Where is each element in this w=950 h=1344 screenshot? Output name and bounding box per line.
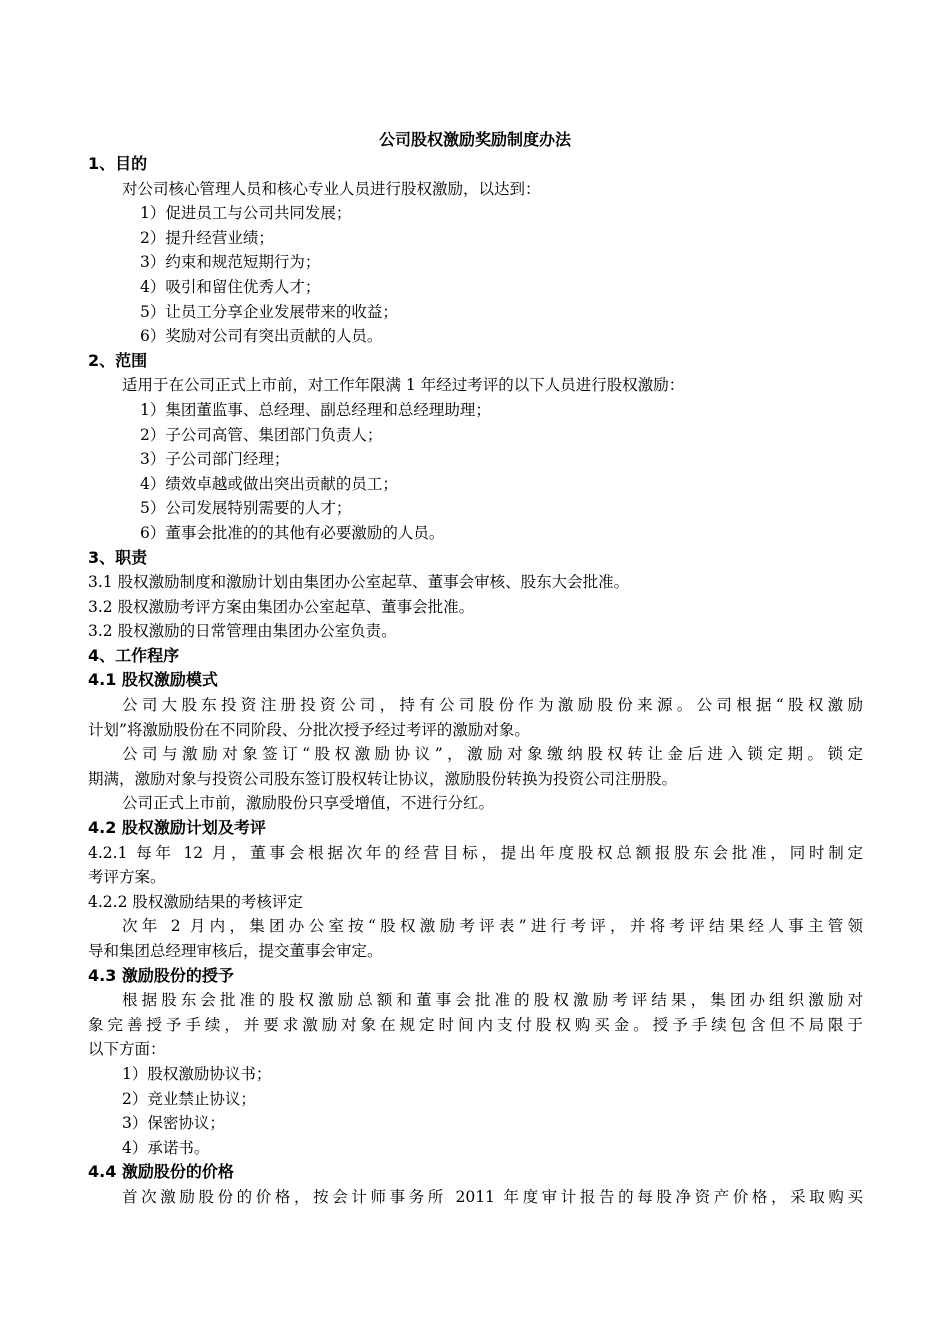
subsection-4-3-heading: 4.3 激励股份的授予 bbox=[88, 965, 234, 985]
list-item: 3.2 股权激励考评方案由集团办公室起草、董事会批准。 bbox=[88, 597, 475, 616]
paragraph-line: 公司大股东投资注册投资公司，持有公司股份作为激励股份来源。公司根据“股权激励 bbox=[122, 696, 863, 715]
paragraph-line: 根据股东会批准的股权激励总额和董事会批准的股权激励考评结果，集团办组织激励对 bbox=[122, 991, 863, 1010]
section-1-intro: 对公司核心管理人员和核心专业人员进行股权激励，以达到： bbox=[122, 179, 541, 198]
subsection-4-1-heading: 4.1 股权激励模式 bbox=[88, 670, 218, 690]
section-2-intro: 适用于在公司正式上市前，对工作年限满 1 年经过考评的以下人员进行股权激励： bbox=[122, 376, 685, 395]
paragraph-line: 期满，激励对象与投资公司股东签订股权转让协议，激励股份转换为投资公司注册股。 bbox=[88, 769, 678, 788]
list-item: 1）集团董监事、总经理、副总经理和总经理助理； bbox=[140, 400, 491, 419]
paragraph-line: 次年 2 月内，集团办公室按“股权激励考评表”进行考评，并将考评结果经人事主管领 bbox=[122, 917, 863, 936]
list-item: 2）竞业禁止协议； bbox=[122, 1089, 256, 1108]
list-item: 5）公司发展特别需要的人才； bbox=[140, 499, 352, 518]
list-item: 2）子公司高管、集团部门负责人； bbox=[140, 425, 383, 444]
list-item: 3）约束和规范短期行为； bbox=[140, 253, 321, 272]
paragraph-line: 4.2.2 股权激励结果的考核评定 bbox=[88, 892, 303, 911]
list-item: 4）吸引和留住优秀人才； bbox=[140, 277, 321, 296]
list-item: 5）让员工分享企业发展带来的收益； bbox=[140, 302, 398, 321]
subsection-4-4-heading: 4.4 激励股份的价格 bbox=[88, 1162, 234, 1182]
list-item: 3）子公司部门经理； bbox=[140, 450, 290, 469]
paragraph-line: 以下方面： bbox=[88, 1040, 166, 1059]
document-title: 公司股权激励奖励制度办法 bbox=[378, 130, 571, 149]
section-2-heading: 2、范围 bbox=[88, 350, 148, 370]
paragraph-line: 4.2.1 每年 12 月，董事会根据次年的经营目标，提出年度股权总额报股东会批准，同时制定 bbox=[88, 843, 863, 862]
paragraph-line: 首次激励股份的价格，按会计师事务所 2011 年度审计报告的每股净资产价格，采取购买 bbox=[122, 1187, 863, 1206]
list-item: 4）绩效卓越或做出突出贡献的员工； bbox=[140, 474, 398, 493]
list-item: 6）董事会批准的的其他有必要激励的人员。 bbox=[140, 523, 445, 542]
paragraph-line: 导和集团总经理审核后，提交董事会审定。 bbox=[88, 942, 383, 960]
list-item: 1）股权激励协议书； bbox=[122, 1064, 272, 1083]
paragraph-line: 考评方案。 bbox=[88, 868, 166, 887]
paragraph-line: 象完善授予手续，并要求激励对象在规定时间内支付股权购买金。授予手续包含但不局限于 bbox=[88, 1015, 863, 1034]
paragraph-line: 公司正式上市前，激励股份只享受增值，不进行分红。 bbox=[122, 794, 495, 813]
paragraph-line: 计划”将激励股份在不同阶段、分批次授予经过考评的激励对象。 bbox=[88, 720, 530, 739]
paragraph-line: 公司与激励对象签订“股权激励协议”，激励对象缴纳股权转让金后进入锁定期。锁定 bbox=[122, 745, 863, 764]
list-item: 2）提升经营业绩； bbox=[140, 228, 274, 247]
list-item: 3.1 股权激励制度和激励计划由集团办公室起草、董事会审核、股东大会批准。 bbox=[88, 573, 630, 592]
section-3-heading: 3、职责 bbox=[88, 547, 148, 567]
subsection-4-2-heading: 4.2 股权激励计划及考评 bbox=[88, 818, 266, 838]
section-4-heading: 4、工作程序 bbox=[88, 645, 180, 665]
list-item: 4）承诺书。 bbox=[122, 1138, 210, 1157]
list-item: 3.2 股权激励的日常管理由集团办公室负责。 bbox=[88, 622, 397, 641]
list-item: 6）奖励对公司有突出贡献的人员。 bbox=[140, 327, 383, 346]
list-item: 3）保密协议； bbox=[122, 1114, 225, 1133]
list-item: 1）促进员工与公司共同发展； bbox=[140, 204, 352, 223]
section-1-heading: 1、目的 bbox=[88, 154, 148, 173]
document-body bbox=[88, 152, 863, 1210]
